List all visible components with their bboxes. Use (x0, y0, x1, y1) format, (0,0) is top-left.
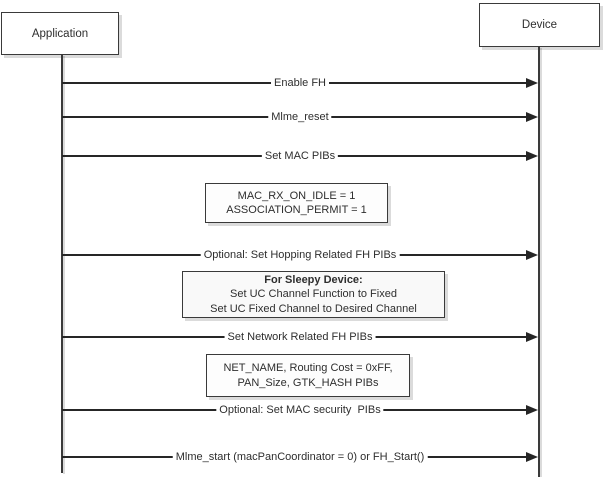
actor-device-label: Device (521, 19, 558, 31)
message-arrow-mlme-start (62, 451, 538, 463)
note-title: For Sleepy Device: (264, 273, 363, 286)
note-line: NET_NAME, Routing Cost = 0xFF, (223, 362, 393, 374)
message-arrow-enable-fh (62, 77, 538, 89)
message-arrow-set-network-fh-pibs (62, 331, 538, 343)
note-box-mac-pib-values (205, 183, 388, 223)
arrowhead-icon (526, 151, 538, 161)
message-arrow-set-mac-security-pibs (62, 404, 538, 416)
actor-application (1, 12, 119, 55)
message-label: Optional: Set Hopping Related FH PIBs (201, 249, 400, 261)
arrowhead-icon (526, 250, 538, 260)
note-line: Set UC Fixed Channel to Desired Channel (210, 302, 417, 315)
message-label: Set MAC PIBs (262, 150, 338, 162)
message-label: Mlme_start (macPanCoordinator = 0) or FH_Start() (173, 451, 428, 463)
note-box-network-pibs (206, 354, 410, 397)
message-label: Optional: Set MAC security PIBs (216, 404, 383, 416)
message-arrow-set-mac-pibs (62, 150, 538, 162)
arrowhead-icon (526, 112, 538, 122)
lifeline-device (538, 47, 540, 477)
message-label: Set Network Related FH PIBs (225, 331, 376, 343)
note-line: Set UC Channel Function to Fixed (230, 288, 397, 301)
arrowhead-icon (526, 78, 538, 88)
note-box-sleepy-device (182, 271, 445, 318)
actor-application-label: Application (31, 27, 89, 40)
message-label: Enable FH (271, 77, 329, 89)
message-arrow-set-hopping-fh-pibs (62, 249, 538, 261)
arrowhead-icon (526, 405, 538, 415)
note-line: PAN_Size, GTK_HASH PIBs (237, 376, 379, 389)
actor-device (479, 3, 600, 47)
note-line: ASSOCIATION_PERMIT = 1 (226, 204, 367, 216)
note-line: MAC_RX_ON_IDLE = 1 (237, 189, 356, 202)
message-label: Mlme_reset (268, 111, 331, 123)
arrowhead-icon (526, 332, 538, 342)
arrowhead-icon (526, 452, 538, 462)
message-arrow-mlme-reset (62, 111, 538, 123)
